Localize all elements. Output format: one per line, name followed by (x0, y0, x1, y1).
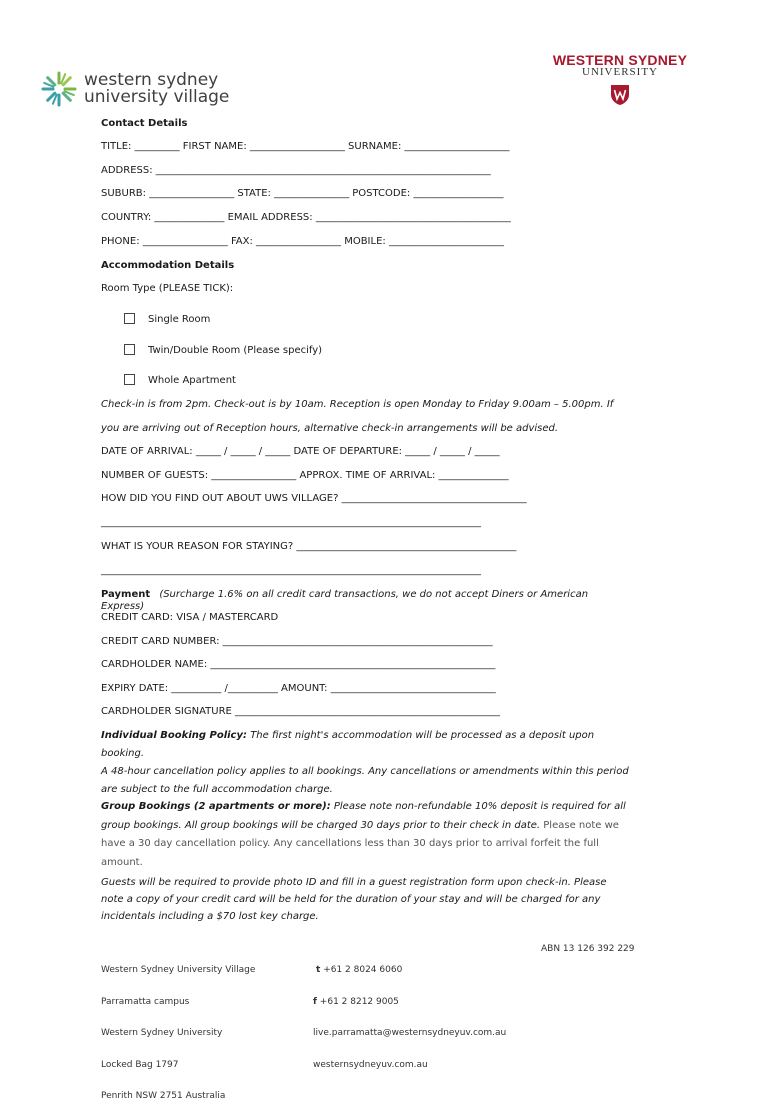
contact-line-phone[interactable]: PHONE: _________________ FAX: _________________ MOBILE: _______________________ (101, 236, 504, 247)
how-found-field[interactable]: HOW DID YOU FIND OUT ABOUT UWS VILLAGE? _____________________________________ (101, 493, 527, 504)
whole-apartment-checkbox[interactable] (124, 374, 135, 385)
surcharge-note-line2: Express) (101, 601, 145, 612)
twin-double-room-label: Twin/Double Room (Please specify) (148, 345, 323, 356)
footer-phone (313, 965, 506, 976)
group-policy-line3: have a 30 day cancellation policy. Any cancellations less than 30 days prior to arrival forfeit the full (101, 838, 599, 849)
contact-line-suburb[interactable]: SUBURB: _________________ STATE: _______________ POSTCODE: __________________ (101, 188, 504, 199)
footer-address-line: Parramatta campus (101, 996, 190, 1007)
surcharge-note: (Surcharge 1.6% on all credit card transactions, we do not accept Diners or American (159, 589, 589, 600)
village-logo (40, 70, 240, 110)
reason-for-staying-field-continued[interactable]: ____________________________________________________________________________ (101, 565, 481, 576)
credit-card-types: CREDIT CARD: VISA / MASTERCARD (101, 612, 279, 623)
accommodation-heading: Accommodation Details (101, 260, 235, 271)
single-room-label: Single Room (148, 314, 211, 325)
university-logo (540, 52, 700, 112)
checkin-info-line2: you are arriving out of Reception hours, alternative check-in arrangements will be advised. (101, 423, 559, 434)
group-policy-label: Group Bookings (2 apartments or more): (101, 801, 331, 812)
footer-email-link[interactable]: live.parramatta@westernsydneyuv.com.au (313, 1028, 507, 1038)
village-logo-mark-icon (40, 70, 78, 108)
footer-address-line: Western Sydney University Village (101, 965, 256, 975)
expiry-amount-field[interactable]: EXPIRY DATE: __________ /__________ AMOUNT: _________________________________ (101, 683, 496, 694)
individual-policy-line2: booking. (101, 748, 145, 759)
footer-fax-prefix: f (313, 996, 317, 1007)
individual-policy-label: Individual Booking Policy: (101, 730, 248, 741)
guests-arrival-time-field[interactable]: NUMBER OF GUESTS: _________________ APPROX. TIME OF ARRIVAL: ______________ (101, 470, 509, 481)
group-policy-text1: Please note non-refundable 10% deposit is required for all (333, 801, 626, 812)
contact-details-heading: Contact Details (101, 118, 188, 129)
contact-line-address[interactable]: ADDRESS: ___________________________________________________________________ (101, 165, 491, 176)
group-policy-line1 (101, 801, 626, 812)
village-logo-line2: university village (84, 87, 230, 107)
contact-line-country-email[interactable]: COUNTRY: ______________ EMAIL ADDRESS: _______________________________________ (101, 212, 511, 223)
reason-for-staying-field[interactable]: WHAT IS YOUR REASON FOR STAYING? ____________________________________________ (101, 541, 517, 552)
footer-fax-number: +61 2 8212 9005 (319, 996, 399, 1007)
cardholder-name-field[interactable]: CARDHOLDER NAME: _________________________________________________________ (101, 659, 496, 670)
group-policy-line4: amount. (101, 857, 143, 868)
how-found-field-continued[interactable]: ____________________________________________________________________________ (101, 517, 481, 528)
cancellation-policy-line1: A 48-hour cancellation policy applies to all bookings. Any cancellations or amendments within this period (101, 766, 629, 777)
footer-contact (313, 944, 506, 1081)
village-logo-line1: western sydney (84, 70, 219, 90)
university-logo-line2: UNIVERSITY (582, 66, 658, 78)
credit-card-number-field[interactable]: CREDIT CARD NUMBER: ______________________________________________________ (101, 636, 493, 647)
arrival-departure-dates-field[interactable]: DATE OF ARRIVAL: _____ / _____ / _____ DATE OF DEPARTURE: _____ / _____ / _____ (101, 446, 500, 457)
whole-apartment-label: Whole Apartment (148, 375, 236, 386)
twin-double-room-checkbox[interactable] (124, 344, 135, 355)
individual-policy-line1 (101, 730, 594, 741)
university-shield-icon (610, 84, 630, 106)
footer-address-line: Locked Bag 1797 (101, 1059, 179, 1070)
photo-id-line1: Guests will be required to provide photo ID and fill in a guest registration form upon check-in. Please (101, 877, 607, 888)
room-type-label: Room Type (PLEASE TICK): (101, 283, 234, 294)
footer-address-line: Penrith NSW 2751 Australia (101, 1091, 226, 1101)
university-logo-line1: WESTERN SYDNEY (552, 52, 688, 68)
single-room-checkbox[interactable] (124, 313, 135, 324)
photo-id-line3: incidentals including a $70 lost key charge. (101, 911, 319, 922)
photo-id-line2: note a copy of your credit card will be held for the duration of your stay and will be charged for any (101, 894, 601, 905)
cardholder-signature-field[interactable]: CARDHOLDER SIGNATURE _____________________________________________________ (101, 706, 501, 717)
contact-line-title-name[interactable]: TITLE: _________ FIRST NAME: ___________________ SURNAME: _____________________ (101, 141, 510, 152)
footer-phone-number: +61 2 8024 6060 (323, 965, 403, 975)
individual-policy-text: The first night's accommodation will be processed as a deposit upon (250, 730, 595, 741)
checkin-info-line1: Check-in is from 2pm. Check-out is by 10am. Reception is open Monday to Friday 9.00am – 5.00pm. If (101, 399, 614, 410)
group-policy-line2 (101, 820, 619, 831)
group-policy-text2b: Please note we (543, 820, 619, 831)
footer-abn: ABN 13 126 392 229 (541, 944, 635, 954)
footer-address (101, 944, 255, 1112)
payment-heading: Payment (101, 589, 151, 600)
cancellation-policy-line2: are subject to the full accommodation charge. (101, 784, 333, 795)
footer-fax (313, 997, 506, 1008)
footer-address-line: Western Sydney University (101, 1028, 223, 1038)
payment-heading-row (101, 589, 588, 600)
footer-website-link[interactable]: westernsydneyuv.com.au (313, 1059, 428, 1070)
group-policy-text2a: group bookings. All group bookings will be charged 30 days prior to their check in date. (101, 820, 541, 831)
footer-phone-prefix: t (316, 965, 321, 975)
